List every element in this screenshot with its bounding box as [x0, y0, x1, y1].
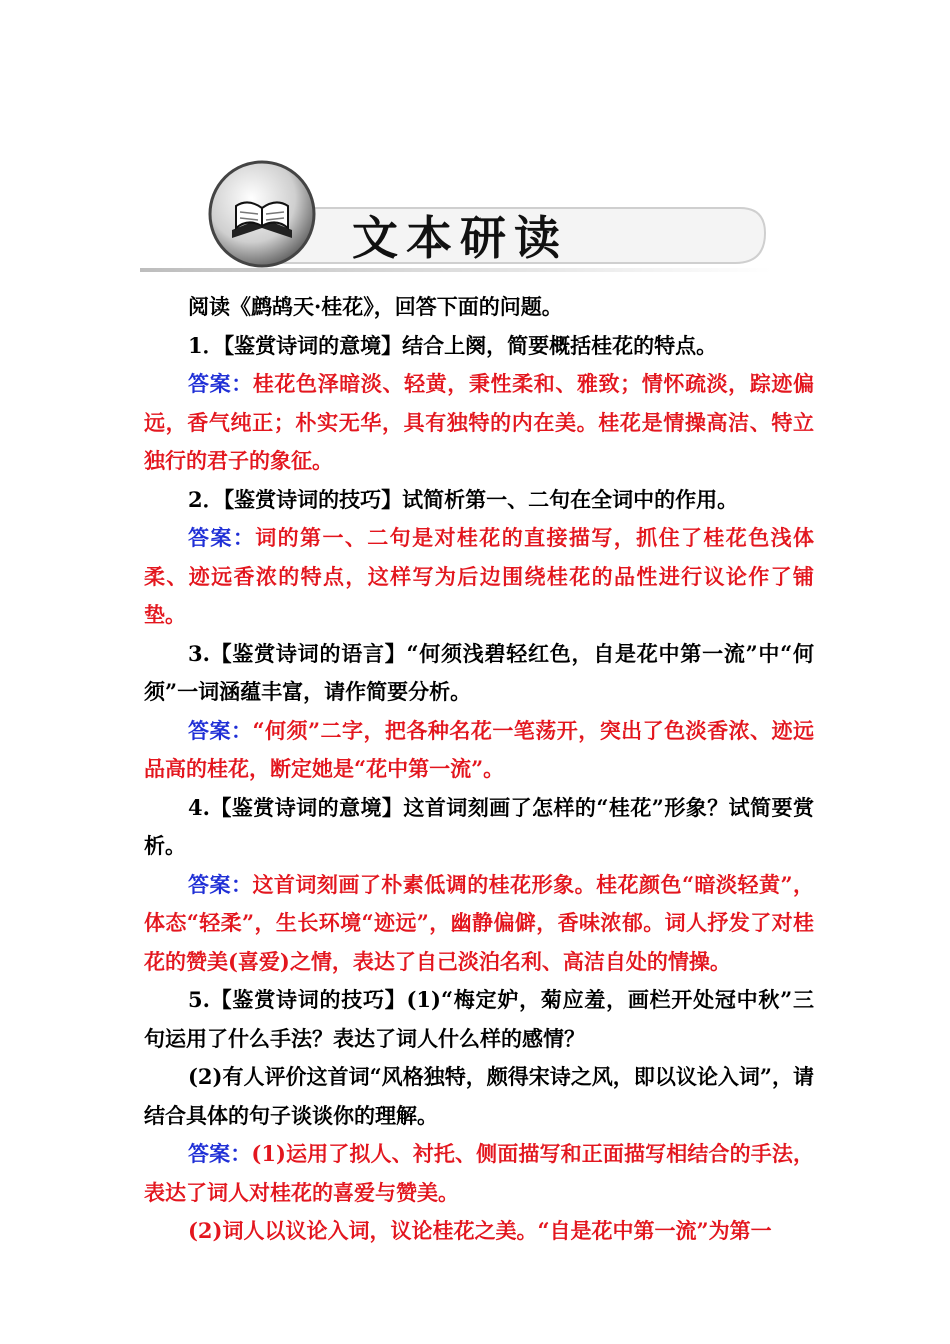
- answer-5-part-1: [144, 1135, 814, 1212]
- section-title: 文本研读: [352, 211, 568, 265]
- answer-text: 词的第一、二句是对桂花的直接描写，抓住了桂花色浅体柔、迹远香浓的特点，这样写为后边围绕桂花的品性进行议论作了铺垫。: [144, 525, 815, 627]
- answer-text: (1)运用了拟人、衬托、侧面描写和正面描写相结合的手法，表达了词人对桂花的喜爱与赞美。: [144, 1141, 815, 1205]
- answer-1: [144, 365, 814, 481]
- document-body: [144, 288, 814, 1251]
- answer-3: [144, 712, 814, 789]
- answer-label: 答案：: [188, 1141, 252, 1166]
- question-5-part-2: (2)有人评价这首词“风格独特，颇得宋诗之风，即以议论入词”，请结合具体的句子谈谈你的理解。: [144, 1064, 814, 1128]
- answer-5-part-2: (2)词人以议论入词，议论桂花之美。“自是花中第一流”为第一: [188, 1218, 772, 1243]
- question-3: 3.【鉴赏诗词的语言】“何须浅碧轻红色，自是花中第一流”中“何须”一词涵蕴丰富，请作简要分析。: [144, 640, 814, 704]
- answer-label: 答案：: [188, 871, 253, 897]
- answer-label: 答案：: [188, 717, 253, 743]
- question-2: 2．【鉴赏诗词的技巧】试简析第一、二句在全词中的作用。: [188, 486, 739, 512]
- intro-text: 阅读《鹧鸪天·桂花》，回答下面的问题。: [188, 294, 563, 319]
- answer-text: “何须”二字，把各种名花一笔荡开，突出了色淡香浓、迹远品高的桂花，断定她是“花中第一流”。: [144, 717, 815, 781]
- answer-label: 答案：: [188, 371, 253, 396]
- question-4: 4.【鉴赏诗词的意境】这首词刻画了怎样的“桂花”形象？试简要赏析。: [144, 794, 814, 858]
- section-header: [140, 158, 780, 278]
- answer-text: 这首词刻画了朴素低调的桂花形象。桂花颜色“暗淡轻黄”，体态“轻柔”，生长环境“迹远”，幽静偏僻，香味浓郁。词人抒发了对桂花的赞美(喜爱)之情，表达了自己淡泊名利、高洁自处的情操。: [144, 871, 815, 974]
- question-5-part-1: 5.【鉴赏诗词的技巧】(1)“梅定妒，菊应羞，画栏开处冠中秋”三句运用了什么手法？表达了词人什么样的感情？: [144, 987, 814, 1051]
- answer-text: 桂花色泽暗淡、轻黄，秉性柔和、雅致；情怀疏淡，踪迹偏远，香气纯正；朴实无华，具有独特的内在美。桂花是情操高洁、特立独行的君子的象征。: [144, 371, 815, 473]
- answer-4: [144, 866, 814, 982]
- answer-label: 答案：: [188, 525, 256, 550]
- question-1: 1．【鉴赏诗词的意境】结合上阕，简要概括桂花的特点。: [188, 332, 718, 358]
- answer-2: [144, 519, 814, 635]
